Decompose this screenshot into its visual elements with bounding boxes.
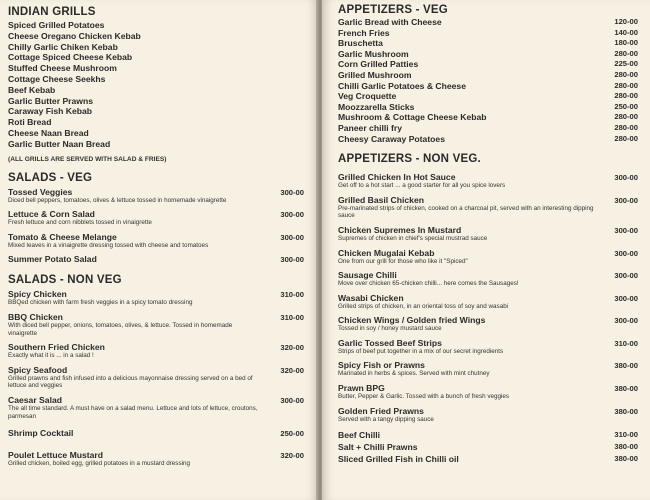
- item-description: Tossed in soy / honey mustard sauce: [338, 325, 442, 333]
- menu-item: [338, 360, 638, 378]
- menu-item: [338, 112, 638, 123]
- item-price: 280-00: [614, 122, 638, 132]
- item-name: Paneer chilli fry: [338, 122, 403, 133]
- item-name: Chicken Wings / Golden fried Wings: [338, 315, 486, 326]
- appetizers-veg-list: [338, 17, 638, 144]
- item-name: Garlic Mushroom: [338, 48, 409, 59]
- item-description: With diced bell pepper, onions, tomatoes, olives, & lettuce. Tossed in homemade vinaigrette: [8, 321, 233, 337]
- item-price: 300-00: [614, 293, 638, 303]
- menu-item: [338, 248, 638, 266]
- item-name: Veg Croquette: [338, 91, 397, 102]
- menu-item: [8, 342, 304, 360]
- item-name: Chicken Supremes In Mustard: [338, 224, 462, 235]
- item-price: 300-00: [280, 210, 304, 220]
- menu-item: Cheese Oregano Chicken Kebab: [8, 30, 141, 41]
- item-description: Marinated in herbs & spices. Served with mint chutney: [338, 370, 490, 378]
- menu-item: [8, 232, 304, 250]
- item-name: Prawn BPG: [338, 383, 385, 394]
- menu-item: [338, 406, 638, 424]
- menu-item: [338, 134, 638, 145]
- item-name: Bruschetta: [338, 38, 383, 49]
- item-price: 280-00: [614, 112, 638, 122]
- item-name: Garlic Tossed Beef Strips: [338, 337, 442, 348]
- menu-item: [338, 81, 638, 92]
- menu-item: Caraway Fish Kebab: [8, 106, 93, 117]
- item-price: 180-00: [614, 38, 638, 48]
- item-price: 280-00: [614, 69, 638, 79]
- item-price: 300-00: [614, 195, 638, 205]
- menu-item: Cheese Naan Bread: [8, 127, 89, 138]
- item-name: Tomato & Cheese Melange: [8, 231, 117, 242]
- menu-item: [338, 59, 638, 70]
- menu-item: [8, 450, 304, 468]
- item-description: The all time standard. A must have on a salad menu. Lettuce and lots of lettuce, croutons, parmesan: [8, 404, 258, 420]
- menu-item: [338, 70, 638, 81]
- item-price: 310-00: [280, 290, 304, 300]
- item-name: Grilled Chicken In Hot Sauce: [338, 172, 456, 183]
- item-price: 280-00: [614, 80, 638, 90]
- menu-item: [338, 49, 638, 60]
- item-description: Strips of beef put together in a mix of our secret ingredients: [338, 347, 504, 355]
- menu-item: [338, 453, 638, 465]
- menu-item: [338, 102, 638, 113]
- grills-note: (ALL GRILLS ARE SERVED WITH SALAD & FRIES): [8, 155, 167, 163]
- item-description: Get off to a hot start ... a good starter for all you spice lovers: [338, 182, 506, 190]
- right-page: [322, 0, 650, 500]
- item-name: Grilled Mushroom: [338, 69, 412, 80]
- item-price: 250-00: [280, 429, 304, 439]
- menu-item: [8, 254, 304, 264]
- item-price: 280-00: [614, 48, 638, 58]
- item-price: 280-00: [614, 91, 638, 101]
- item-price: 380-00: [614, 406, 638, 416]
- menu-item: [338, 315, 638, 333]
- item-name: Sliced Grilled Fish in Chilli oil: [338, 454, 459, 465]
- item-price: 310-00: [280, 312, 304, 322]
- item-name: Shrimp Cocktail: [8, 428, 74, 439]
- item-description: BBQed chicken with farm fresh veggies in a spicy tomato dressing: [8, 299, 193, 307]
- item-name: Sausage Chilli: [338, 270, 397, 281]
- menu-item: Beef Kebab: [8, 84, 56, 95]
- item-name: Corn Grilled Patties: [338, 59, 419, 70]
- item-price: 300-00: [280, 255, 304, 265]
- left-page-content: [0, 0, 318, 468]
- menu-item: [338, 123, 638, 134]
- menu-item: [338, 270, 638, 288]
- item-name: Moozzarella Sticks: [338, 101, 415, 112]
- item-name: Lettuce & Corn Salad: [8, 209, 95, 220]
- menu-item: [338, 28, 638, 39]
- item-description: Mixed leaves in a vinaigrette dressing tossed with cheese and tomatoes: [8, 241, 209, 249]
- item-price: 320-00: [280, 365, 304, 375]
- item-price: 300-00: [614, 316, 638, 326]
- item-description: Exactly what it is ... in a salad !: [8, 352, 94, 360]
- item-description: Grilled chicken, boiled egg, grilled potatoes in a mustard dressing: [8, 460, 191, 468]
- item-name: Caesar Salad: [8, 394, 62, 405]
- item-name: Salt + Chilli Prawns: [338, 442, 418, 453]
- menu-item: Stuffed Cheese Mushroom: [8, 63, 117, 74]
- item-price: 380-00: [614, 361, 638, 371]
- item-name: BBQ Chicken: [8, 311, 63, 322]
- menu-item: Chilly Garlic Chiken Kebab: [8, 41, 118, 52]
- item-price: 120-00: [614, 17, 638, 26]
- item-price: 300-00: [280, 187, 304, 197]
- menu-item: [338, 429, 638, 441]
- item-price: 300-00: [614, 271, 638, 281]
- item-name: Tossed Veggies: [8, 186, 73, 197]
- menu-item: [8, 312, 304, 337]
- item-name: Spicy Seafood: [8, 364, 68, 375]
- item-name: Beef Chilli: [338, 430, 381, 441]
- item-name: French Fries: [338, 27, 390, 38]
- appetizers-nonveg-plain-list: [338, 429, 638, 465]
- item-price: 380-00: [614, 384, 638, 394]
- section-title-salads-veg: SALADS - VEG: [8, 171, 93, 184]
- menu-item: [338, 195, 638, 220]
- item-name: Chilli Garlic Potatoes & Cheese: [338, 80, 466, 91]
- menu-item: [8, 365, 304, 390]
- menu-item: [8, 187, 304, 205]
- item-price: 300-00: [280, 395, 304, 405]
- item-description: One from our grill for those who like it "Spiced": [338, 257, 468, 265]
- item-description: Served with a tangy dipping sauce: [338, 415, 434, 423]
- section-title-appetizers-nonveg: APPETIZERS - NON VEG.: [338, 153, 481, 166]
- menu-item: Spiced Grilled Potatoes: [8, 20, 105, 30]
- item-description: Diced bell peppers, tomatoes, olives & lettuce tossed in homemade vinaigrette: [8, 196, 227, 204]
- item-name: Garlic Bread with Cheese: [338, 17, 442, 27]
- menu-item: [8, 395, 304, 420]
- menu-item: [338, 17, 638, 28]
- menu-item: [338, 38, 638, 49]
- item-description: Grilled strips of chicken, in an oriental toss of soy and wasabi: [338, 302, 509, 310]
- item-name: Cheesy Caraway Potatoes: [338, 133, 445, 144]
- item-price: 250-00: [614, 101, 638, 111]
- item-price: 300-00: [280, 232, 304, 242]
- item-price: 300-00: [614, 173, 638, 183]
- item-description: Grilled prawns and fish infused into a delicious mayonnaise dressing served on a bed of lettuce and veggies: [8, 374, 253, 390]
- item-price: 310-00: [614, 338, 638, 348]
- item-name: Mushroom & Cottage Cheese Kebab: [338, 112, 487, 123]
- item-price: 280-00: [614, 133, 638, 143]
- menu-item: [8, 428, 304, 438]
- menu-item: [338, 172, 638, 190]
- item-description: Supremes of chicken in chief's special mustrad sauce: [338, 234, 488, 242]
- item-name: Chicken Mugalai Kebab: [338, 247, 435, 258]
- section-title-appetizers-veg: APPETIZERS - VEG: [338, 4, 448, 16]
- item-price: 380-00: [614, 442, 638, 452]
- menu-item: [8, 209, 304, 227]
- menu-item: Garlic Butter Prawns: [8, 95, 94, 106]
- menu-item: [8, 289, 304, 307]
- menu-item: Cottage Cheese Seekhs: [8, 73, 106, 84]
- item-description: Butter, Pepper & Garlic. Tossed with a bunch of fresh veggies: [338, 393, 510, 401]
- item-price: 310-00: [614, 430, 638, 440]
- item-price: 320-00: [280, 451, 304, 461]
- item-name: Wasabi Chicken: [338, 292, 404, 303]
- item-name: Summer Potato Salad: [8, 254, 97, 265]
- right-page-content: [322, 0, 650, 465]
- menu-item: [338, 293, 638, 311]
- item-price: 225-00: [614, 59, 638, 69]
- section-title-salads-nonveg: SALADS - NON VEG: [8, 274, 122, 287]
- item-name: Spicy Fish or Prawns: [338, 360, 425, 371]
- item-price: 140-00: [614, 27, 638, 37]
- menu-item: [338, 441, 638, 453]
- item-name: Southern Fried Chicken: [8, 342, 105, 353]
- menu-item: Roti Bread: [8, 117, 52, 128]
- left-page: [0, 0, 318, 500]
- item-price: 320-00: [280, 343, 304, 353]
- item-name: Golden Fried Prawns: [338, 405, 424, 416]
- menu-item: Cottage Spiced Cheese Kebab: [8, 52, 133, 63]
- item-description: Pre-marinated strips of chicken, cooked on a charcoal pit, served with an interesting dipping sauce: [338, 204, 594, 220]
- menu-item: [338, 338, 638, 356]
- item-description: Move over chicken 65-chicken chilli... here comes the Sausages!: [338, 280, 519, 288]
- item-price: 380-00: [614, 454, 638, 464]
- indian-grills-list: [8, 20, 304, 150]
- menu-item: Garlic Butter Naan Bread: [8, 138, 111, 149]
- item-description: Fresh lettuce and corn nibblets tossed in vinaigrette: [8, 219, 152, 227]
- item-name: Grilled Basil Chicken: [338, 194, 424, 205]
- menu-item: [338, 225, 638, 243]
- item-name: Spicy Chicken: [8, 289, 67, 300]
- menu-item: [338, 91, 638, 102]
- item-price: 300-00: [614, 225, 638, 235]
- section-title-indian-grills: INDIAN GRILLS: [8, 6, 96, 18]
- menu-item: [338, 383, 638, 401]
- item-name: Poulet Lettuce Mustard: [8, 450, 104, 461]
- item-price: 300-00: [614, 248, 638, 258]
